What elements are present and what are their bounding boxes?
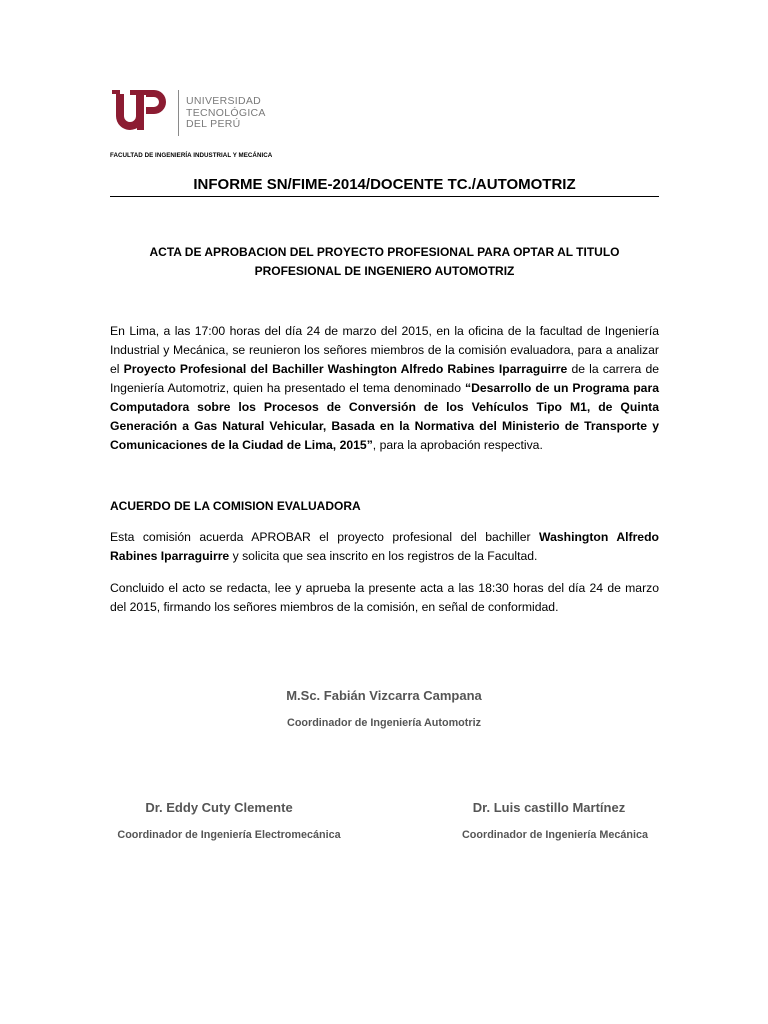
bold-run: Washington Alfredo Rabines Iparraguirre	[110, 530, 659, 563]
logo-line: TECNOLÓGICA	[186, 106, 266, 119]
acuerdo-heading: ACUERDO DE LA COMISION EVALUADORA	[110, 499, 361, 513]
faculty-name: FACULTAD DE INGENIERÍA INDUSTRIAL Y MECÁNICA	[110, 152, 273, 159]
signatory-role: Coordinador de Ingeniería Mecánica	[462, 829, 648, 841]
title-underline	[110, 196, 659, 197]
bold-run: “Desarrollo de un Programa para Computadora sobre los Procesos de Conversión de los Vehículos Tipo M1, de Quinta Generación a Gas Natural Vehicular, Basada en la Normativa del Ministerio de Transporte y Comunicaciones de la Ciudad de Lima, 2015”	[110, 381, 659, 452]
logo-wordmark	[186, 96, 266, 131]
text-run: y solicita que sea inscrito en los registros de la Facultad.	[229, 549, 538, 563]
text-run: , para la aprobación respectiva.	[372, 438, 543, 452]
acta-heading: ACTA DE APROBACION DEL PROYECTO PROFESIONAL PARA OPTAR AL TITULO PROFESIONAL DE INGENIERO AUTOMOTRIZ	[149, 245, 620, 278]
signatory-name: M.Sc. Fabián Vizcarra Campana	[286, 688, 482, 703]
bold-run: Proyecto Profesional del Bachiller Washington Alfredo Rabines Iparraguirre	[123, 362, 568, 376]
paragraph-approval	[110, 528, 659, 566]
signatory-role: Coordinador de Ingeniería Automotriz	[287, 717, 481, 729]
text-run: En Lima, a las 17:00 horas del día 24 de marzo del 2015, en la oficina de la facultad de Ingeniería Industrial y Mecánica, se reunieron los señores miembros de la comisión evaluadora, para a analizar el	[110, 324, 659, 376]
logo-divider	[178, 90, 179, 136]
logo-line: UNIVERSIDAD	[186, 95, 262, 107]
document-title: INFORME SN/FIME-2014/DOCENTE TC./AUTOMOTRIZ	[193, 176, 576, 193]
logo-line: DEL PERÚ	[186, 118, 241, 130]
university-logo	[112, 86, 282, 138]
signatory-name: Dr. Eddy Cuty Clemente	[145, 800, 293, 815]
paragraph-meeting	[110, 322, 659, 455]
signatory-role: Coordinador de Ingeniería Electromecánica	[117, 829, 341, 841]
text-run: de la carrera de Ingeniería Automotriz, quien ha presentado el tema denominado	[110, 362, 660, 395]
signatory-name: Dr. Luis castillo Martínez	[472, 800, 626, 815]
utp-logo-mark	[112, 86, 170, 138]
text-run: Esta comisión acuerda APROBAR el proyecto profesional del bachiller	[110, 530, 540, 544]
paragraph-closing: Concluido el acto se redacta, lee y aprueba la presente acta a las 18:30 horas del día 24 de marzo del 2015, firmando los señores miembros de la comisión, en señal de conformidad.	[110, 581, 659, 614]
